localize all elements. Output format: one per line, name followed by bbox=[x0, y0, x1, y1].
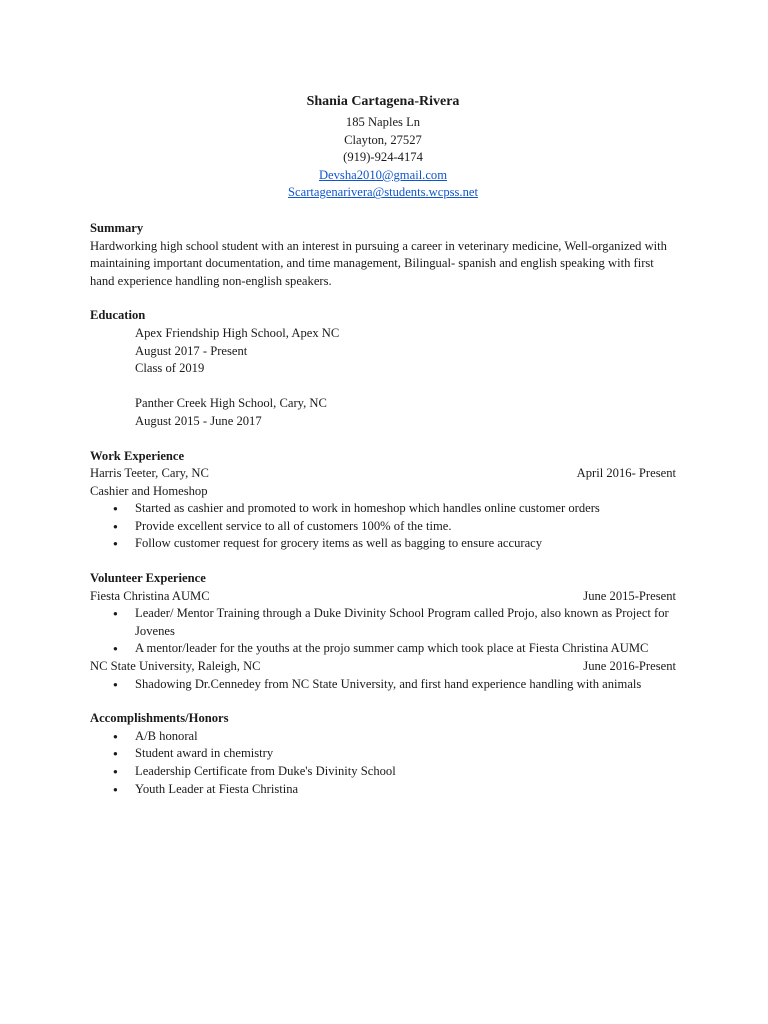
email-link-personal[interactable]: Devsha2010@gmail.com bbox=[318, 167, 448, 182]
school-dates: August 2017 - Present bbox=[135, 343, 248, 358]
work-bullet-list bbox=[90, 500, 676, 553]
bullet-item: ● Leadership Certificate from Duke's Divinity School bbox=[90, 763, 676, 781]
bullet-item: ● Provide excellent service to all of customers 100% of the time. bbox=[90, 518, 676, 536]
work-heading: Work Experience bbox=[90, 448, 185, 463]
school-name: Apex Friendship High School, Apex NC bbox=[135, 325, 340, 340]
work-employer: Harris Teeter, Cary, NC bbox=[90, 466, 209, 481]
volunteer-org-dates: June 2015-Present bbox=[583, 588, 676, 603]
bullet-item: ● Leader/ Mentor Training through a Duke Divinity School Program called Projo, also known as Project for Jovenes bbox=[90, 605, 676, 640]
volunteer-section bbox=[90, 570, 676, 693]
bullet-item: ● A/B honoral bbox=[90, 728, 676, 746]
education-heading: Education bbox=[90, 308, 146, 323]
school-name: Panther Creek High School, Cary, NC bbox=[135, 396, 327, 411]
bullet-item: ● Student award in chemistry bbox=[90, 745, 676, 763]
volunteer-org-row bbox=[90, 658, 676, 676]
school-class: Class of 2019 bbox=[135, 361, 205, 376]
work-role: Cashier and Homeshop bbox=[90, 483, 208, 498]
email-link-school[interactable]: Scartagenarivera@students.wcpss.net bbox=[288, 185, 478, 200]
school-entry bbox=[90, 395, 676, 430]
honors-bullet-list bbox=[90, 728, 676, 798]
applicant-name: Shania Cartagena-Rivera bbox=[306, 94, 460, 109]
school-entry bbox=[90, 325, 676, 378]
summary-section bbox=[90, 220, 676, 290]
phone-number: (919)-924-4174 bbox=[343, 150, 423, 165]
work-section bbox=[90, 448, 676, 554]
school-dates: August 2015 - June 2017 bbox=[135, 413, 262, 428]
bullet-item: ● Shadowing Dr.Cennedey from NC State University, and first hand experience handling with animals bbox=[90, 676, 676, 694]
resume-header bbox=[90, 92, 676, 202]
work-dates: April 2016- Present bbox=[576, 466, 676, 481]
volunteer-bullet-list bbox=[90, 605, 676, 658]
volunteer-org-name: NC State University, Raleigh, NC bbox=[90, 659, 261, 674]
volunteer-org-dates: June 2016-Present bbox=[583, 659, 676, 674]
honors-heading: Accomplishments/Honors bbox=[90, 711, 229, 726]
honors-section bbox=[90, 710, 676, 798]
address-line-2: Clayton, 27527 bbox=[344, 132, 422, 147]
bullet-item: ● Started as cashier and promoted to work in homeshop which handles online customer orders bbox=[90, 500, 676, 518]
education-section bbox=[90, 307, 676, 430]
address-line-1: 185 Naples Ln bbox=[345, 115, 421, 129]
bullet-item: ● Follow customer request for grocery items as well as bagging to ensure accuracy bbox=[90, 535, 676, 553]
bullet-item: ● Youth Leader at Fiesta Christina bbox=[90, 781, 676, 799]
volunteer-heading: Volunteer Experience bbox=[90, 571, 206, 586]
summary-text: Hardworking high school student with an interest in pursuing a career in veterinary medicine, Well-organized with maintaining important documentation, and time management, Bilingual- spanish and english speaking with first hand experience handling non-english speakers. bbox=[90, 238, 667, 288]
work-employer-row bbox=[90, 465, 676, 483]
bullet-item: ● A mentor/leader for the youths at the projo summer camp which took place at Fiesta Christina AUMC bbox=[90, 640, 676, 658]
volunteer-org-row bbox=[90, 588, 676, 606]
volunteer-bullet-list bbox=[90, 676, 676, 694]
resume-content bbox=[90, 92, 676, 798]
volunteer-org-name: Fiesta Christina AUMC bbox=[90, 588, 210, 603]
summary-heading: Summary bbox=[90, 220, 144, 235]
